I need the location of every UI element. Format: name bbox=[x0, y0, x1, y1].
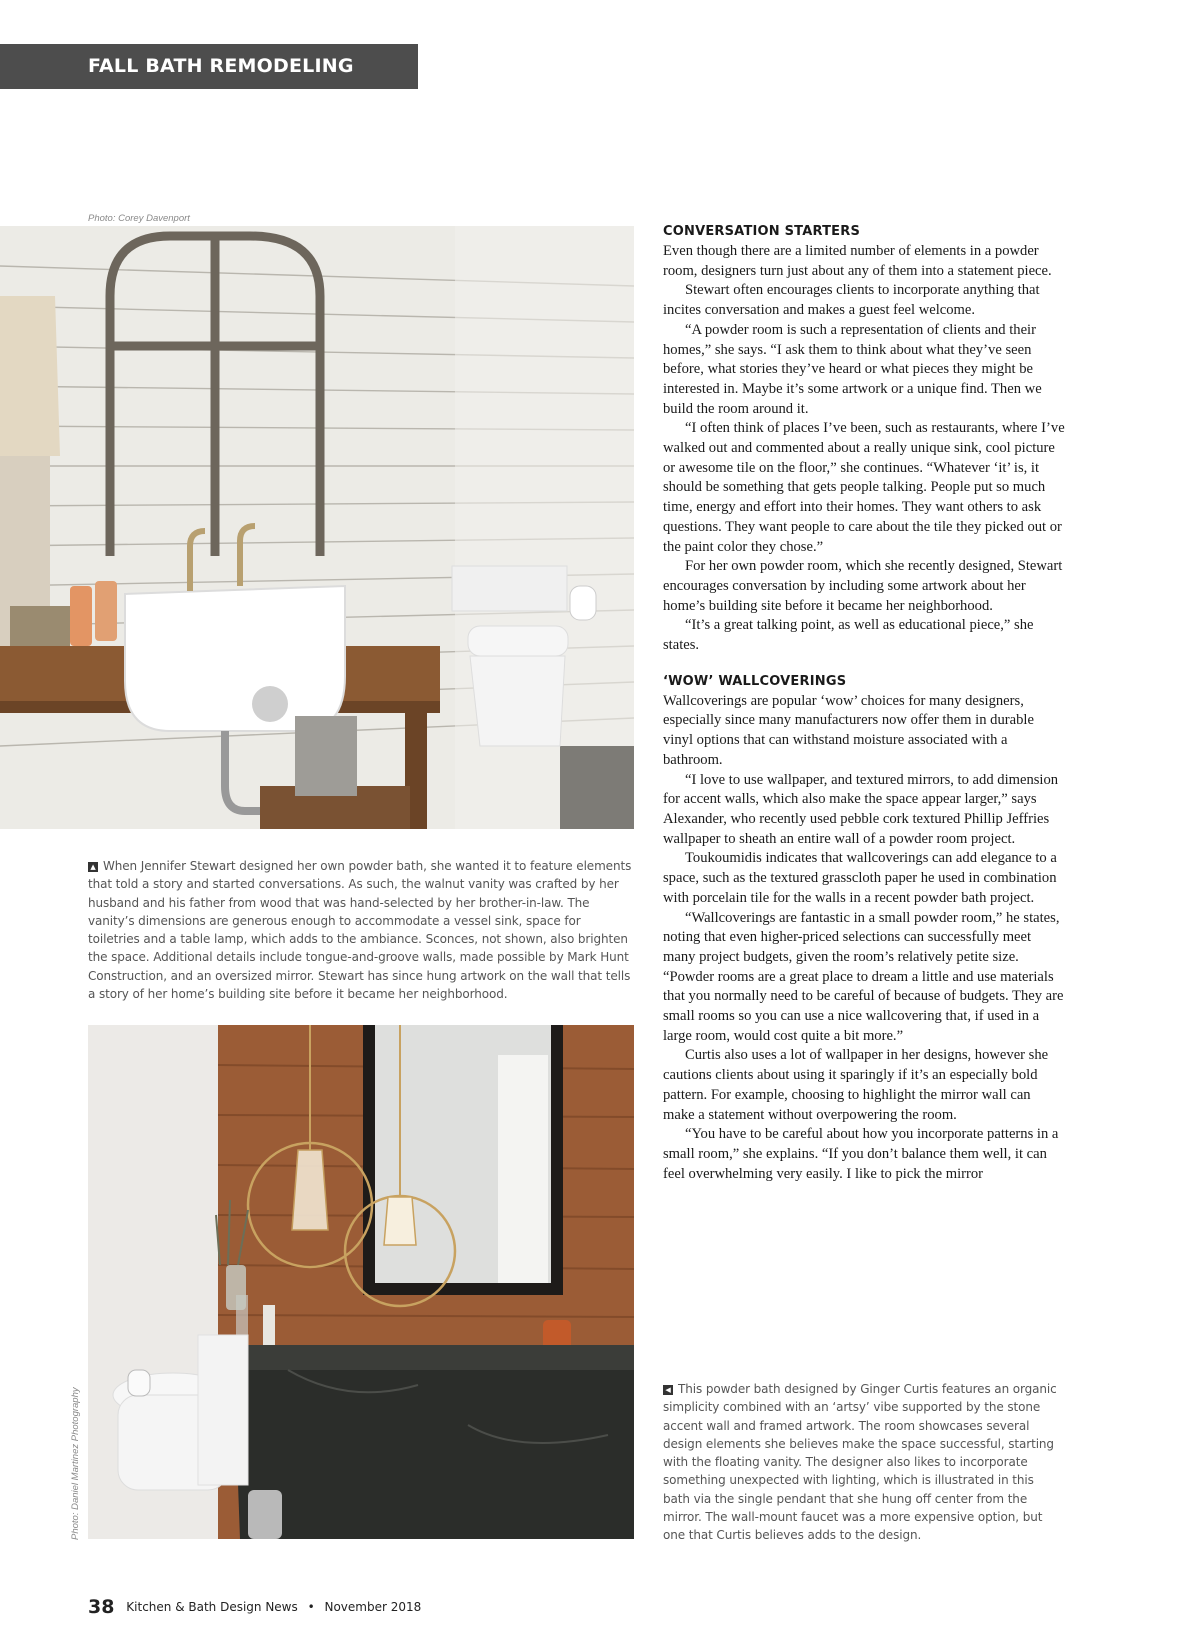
photo-caption-stewart bbox=[88, 857, 636, 1003]
paragraph: “A powder room is such a representation of clients and their homes,” she says. “I ask them to think about what they’ve seen before, what stories they’ve heard or what pieces they might be interested in. Maybe it’s some artwork or a unique find. Then we build the room around it. bbox=[663, 321, 1042, 417]
page-footer bbox=[88, 1596, 421, 1618]
paragraph: “I love to use wallpaper, and textured mirrors, to add dimension for accent walls, which also make the space appear larger,” says Alexander, who recently used pebble cork textured Phillip Jeffries wallpaper to sheath an entire wall of a powder room project. bbox=[663, 771, 1059, 847]
paragraph: “I often think of places I’ve been, such as restaurants, where I’ve walked out and commented about a really unique sink, cool picture or awesome tile on the floor,” she continues. “Whatever ‘it’ is, it should be something that gets people talking. People put so much time, energy and effort into their homes. They want others to ask questions. They want people to care about the tile they picked out or the paint color they chose.” bbox=[663, 420, 1065, 555]
section-banner: FALL BATH REMODELING REPORT bbox=[0, 44, 418, 89]
paragraph: Toukoumidis indicates that wallcoverings can add elegance to a space, such as the textured grasscloth paper he used in combination with porcelain tile for the walls in a recent powder bath project. bbox=[663, 850, 1057, 906]
paragraph: “It’s a great talking point, as well as educational piece,” she states. bbox=[663, 617, 1034, 654]
paragraph: Stewart often encourages clients to incorporate anything that incites conversation and makes a guest feel welcome. bbox=[663, 282, 1040, 319]
paragraph: Even though there are a limited number of elements in a powder room, designers turn just about any of them into a statement piece. bbox=[663, 243, 1052, 279]
article-column bbox=[663, 222, 1065, 1184]
page-number: 38 bbox=[88, 1596, 115, 1618]
caption-text-stewart: When Jennifer Stewart designed her own powder bath, she wanted it to feature elements that told a story and started conversations. As such, the walnut vanity was crafted by her husband and his father from wood that was hand-selected by her brother-in-law. The vanity’s dimensions are generous enough to accommodate a vessel sink, space for toiletries and a table lamp, which adds to the ambiance. Sconces, not shown, also brighten the space. Additional details include tongue-and-groove walls, made possible by Mark Hunt Construction, and an oversized mirror. Stewart has since hung artwork on the wall that tells a story of her home’s building site before it became her neighborhood. bbox=[88, 859, 632, 1002]
photo-curtis-powder-bath bbox=[88, 1025, 634, 1539]
arrow-left-icon: ◀ bbox=[663, 1385, 673, 1395]
photo-credit-side: Photo: Daniel Martinez Photography bbox=[70, 1387, 81, 1540]
heading-conversation-starters: CONVERSATION STARTERS bbox=[663, 224, 861, 239]
paragraph: For her own powder room, which she recently designed, Stewart encourages conversation by including some artwork about her home’s building site before it became her neighborhood. bbox=[663, 558, 1063, 614]
publication-name: Kitchen & Bath Design News bbox=[126, 1600, 298, 1614]
paragraph: Curtis also uses a lot of wallpaper in her designs, however she cautions clients about using it sparingly if it’s an especially bold pattern. For example, choosing to highlight the mirror wall can make a statement without overpowering the room. bbox=[663, 1047, 1049, 1123]
heading-wow-wallcoverings: ‘WOW’ WALLCOVERINGS bbox=[663, 673, 847, 689]
footer-separator: • bbox=[307, 1600, 315, 1614]
photo-stewart-powder-room bbox=[0, 226, 634, 829]
paragraph: “Wallcoverings are fantastic in a small powder room,” he states, noting that even higher-priced selections can successfully meet many project budgets, given the room’s relatively petite size. “Powder rooms are a great place to dream a little and use materials that you normally need to be careful of because of budgets. They are small rooms so you can use a nice wallcovering that, if used in a large room, would cost quite a bit more.” bbox=[663, 909, 1064, 1044]
issue-date: November 2018 bbox=[324, 1600, 422, 1614]
paragraph: Wallcoverings are popular ‘wow’ choices for many designers, especially since many manufacturers now offer them in durable vinyl options that can withstand moisture associated with a bathroom. bbox=[663, 692, 1034, 768]
photo-caption-curtis bbox=[663, 1380, 1063, 1545]
caption-text-curtis: This powder bath designed by Ginger Curtis features an organic simplicity combined with an ‘artsy’ vibe supported by the stone accent wall and framed artwork. The room showcases several design elements she believes make the space successful, starting with the floating vanity. The designer also likes to incorporate something unexpected with lighting, which is illustrated in this bath via the single pendant that she hung off center from the mirror. The wall-mount faucet was a more expensive option, but one that Curtis believes adds to the design. bbox=[663, 1382, 1057, 1543]
arrow-up-icon: ▲ bbox=[88, 862, 98, 872]
photo-credit-top: Photo: Corey Davenport bbox=[88, 213, 190, 224]
paragraph: “You have to be careful about how you incorporate patterns in a small room,” she explains. “If you don’t balance them well, it can feel overwhelming very easily. I like to pick the mirror bbox=[663, 1126, 1059, 1182]
